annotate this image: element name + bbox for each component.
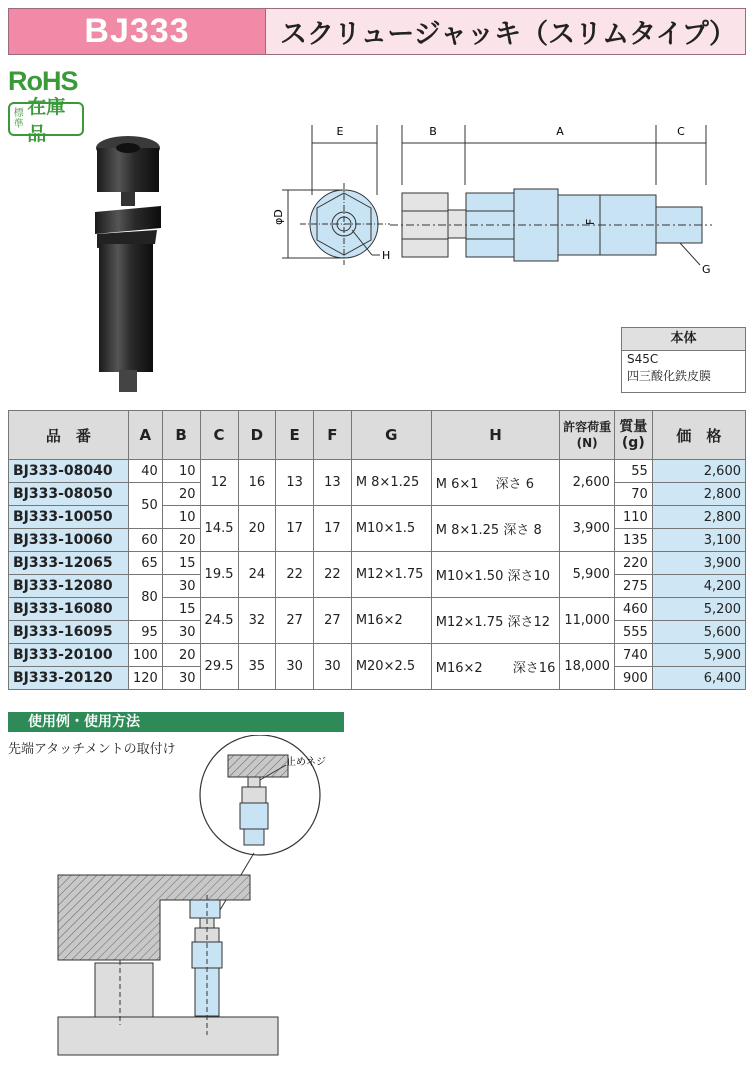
- mass-cell: 110: [614, 506, 652, 529]
- usage-section-bar: 使用例・使用方法: [8, 712, 344, 732]
- col-header-part-number: 品 番: [9, 411, 129, 460]
- b-cell: 20: [162, 529, 200, 552]
- g-cell: M12×1.75: [351, 552, 431, 598]
- col-header-e: E: [276, 411, 314, 460]
- mass-cell: 460: [614, 598, 652, 621]
- col-header-a: A: [128, 411, 162, 460]
- f-cell: 22: [314, 552, 352, 598]
- col-header-b: B: [162, 411, 200, 460]
- d-cell: 24: [238, 552, 276, 598]
- product-title: スクリュージャッキ（スリムタイプ）: [280, 19, 737, 50]
- load-cell: 11,000: [560, 598, 615, 644]
- price-cell: 5,200: [652, 598, 745, 621]
- load-cell: 18,000: [560, 644, 615, 690]
- part-number-cell: BJ333-20120: [9, 667, 129, 690]
- rohs-logo: RoHS: [8, 66, 78, 96]
- col-header-g: G: [351, 411, 431, 460]
- mass-cell: 275: [614, 575, 652, 598]
- part-number-cell: BJ333-08040: [9, 460, 129, 483]
- a-cell: 65: [128, 552, 162, 575]
- price-cell: 5,600: [652, 621, 745, 644]
- part-number-cell: BJ333-20100: [9, 644, 129, 667]
- f-cell: 13: [314, 460, 352, 506]
- a-cell: 80: [128, 575, 162, 621]
- model-number: BJ333: [84, 12, 190, 50]
- label-F: F: [584, 218, 597, 225]
- mass-cell: 70: [614, 483, 652, 506]
- d-cell: 35: [238, 644, 276, 690]
- c-cell: 12: [200, 460, 238, 506]
- h-cell: M10×1.50 深さ10: [431, 552, 560, 598]
- col-header-c: C: [200, 411, 238, 460]
- d-cell: 32: [238, 598, 276, 644]
- d-cell: 16: [238, 460, 276, 506]
- material-header: 本体: [622, 328, 745, 351]
- b-cell: 30: [162, 575, 200, 598]
- e-cell: 13: [276, 460, 314, 506]
- b-cell: 30: [162, 667, 200, 690]
- stock-standard-label: 標準: [13, 108, 24, 130]
- table-header-row: [9, 411, 746, 460]
- price-cell: 2,800: [652, 506, 745, 529]
- col-header-d: D: [238, 411, 276, 460]
- part-number-cell: BJ333-16080: [9, 598, 129, 621]
- mass-cell: 220: [614, 552, 652, 575]
- e-cell: 22: [276, 552, 314, 598]
- part-number-cell: BJ333-12065: [9, 552, 129, 575]
- c-cell: 24.5: [200, 598, 238, 644]
- mass-cell: 55: [614, 460, 652, 483]
- f-cell: 17: [314, 506, 352, 552]
- title-header: [266, 8, 746, 55]
- g-cell: M10×1.5: [351, 506, 431, 552]
- a-cell: 40: [128, 460, 162, 483]
- material-box: [621, 327, 746, 393]
- d-cell: 20: [238, 506, 276, 552]
- g-cell: M16×2: [351, 598, 431, 644]
- a-cell: 100: [128, 644, 162, 667]
- col-header-price: 価 格: [652, 411, 745, 460]
- b-cell: 10: [162, 506, 200, 529]
- h-cell: M 8×1.25 深さ 8: [431, 506, 560, 552]
- f-cell: 27: [314, 598, 352, 644]
- price-cell: 3,900: [652, 552, 745, 575]
- part-number-cell: BJ333-08050: [9, 483, 129, 506]
- e-cell: 17: [276, 506, 314, 552]
- h-cell: M16×2 深さ16: [431, 644, 560, 690]
- product-photo: [85, 120, 185, 395]
- load-cell: 3,900: [560, 506, 615, 552]
- load-cell: 2,600: [560, 460, 615, 506]
- h-cell: M 6×1 深さ 6: [431, 460, 560, 506]
- label-G: G: [702, 263, 711, 276]
- table-row: [9, 460, 746, 483]
- usage-subtitle: 先端アタッチメントの取付け: [8, 742, 176, 757]
- mass-cell: 740: [614, 644, 652, 667]
- b-cell: 15: [162, 598, 200, 621]
- b-cell: 20: [162, 644, 200, 667]
- part-number-cell: BJ333-10050: [9, 506, 129, 529]
- a-cell: 60: [128, 529, 162, 552]
- b-cell: 30: [162, 621, 200, 644]
- table-row: [9, 644, 746, 667]
- mass-cell: 900: [614, 667, 652, 690]
- label-E: E: [336, 125, 344, 138]
- usage-illustration: [50, 735, 350, 1065]
- g-cell: M20×2.5: [351, 644, 431, 690]
- stock-badge: [8, 96, 84, 145]
- b-cell: 10: [162, 460, 200, 483]
- a-cell: 120: [128, 667, 162, 690]
- col-header-f: F: [314, 411, 352, 460]
- load-cell: 5,900: [560, 552, 615, 598]
- table-row: [9, 598, 746, 621]
- technical-drawing: [260, 115, 720, 285]
- price-cell: 2,800: [652, 483, 745, 506]
- price-cell: 3,100: [652, 529, 745, 552]
- price-cell: 6,400: [652, 667, 745, 690]
- a-cell: 95: [128, 621, 162, 644]
- label-H: H: [382, 249, 391, 262]
- col-header-load: 許容荷重 (N): [560, 411, 615, 460]
- col-header-mass: 質量 (g): [614, 411, 652, 460]
- part-number-cell: BJ333-16095: [9, 621, 129, 644]
- h-cell: M12×1.75 深さ12: [431, 598, 560, 644]
- price-cell: 5,900: [652, 644, 745, 667]
- col-header-h: H: [431, 411, 560, 460]
- e-cell: 27: [276, 598, 314, 644]
- table-row: [9, 552, 746, 575]
- mass-cell: 135: [614, 529, 652, 552]
- b-cell: 20: [162, 483, 200, 506]
- material-line: S45C: [627, 352, 659, 366]
- label-D: φD: [272, 209, 285, 225]
- label-B: B: [429, 125, 437, 138]
- label-C: C: [677, 125, 685, 138]
- part-number-cell: BJ333-10060: [9, 529, 129, 552]
- price-cell: 2,600: [652, 460, 745, 483]
- stock-label: 在庫品: [27, 96, 66, 145]
- mass-cell: 555: [614, 621, 652, 644]
- f-cell: 30: [314, 644, 352, 690]
- material-line: 四三酸化鉄皮膜: [627, 369, 712, 383]
- b-cell: 15: [162, 552, 200, 575]
- c-cell: 19.5: [200, 552, 238, 598]
- table-row: [9, 506, 746, 529]
- part-number-cell: BJ333-12080: [9, 575, 129, 598]
- a-cell: 50: [128, 483, 162, 529]
- label-A: A: [556, 125, 564, 138]
- e-cell: 30: [276, 644, 314, 690]
- spec-table: [8, 410, 746, 690]
- stop-screw-callout: 止めネジ: [286, 757, 326, 768]
- c-cell: 14.5: [200, 506, 238, 552]
- price-cell: 4,200: [652, 575, 745, 598]
- model-header: [8, 8, 266, 55]
- c-cell: 29.5: [200, 644, 238, 690]
- g-cell: M 8×1.25: [351, 460, 431, 506]
